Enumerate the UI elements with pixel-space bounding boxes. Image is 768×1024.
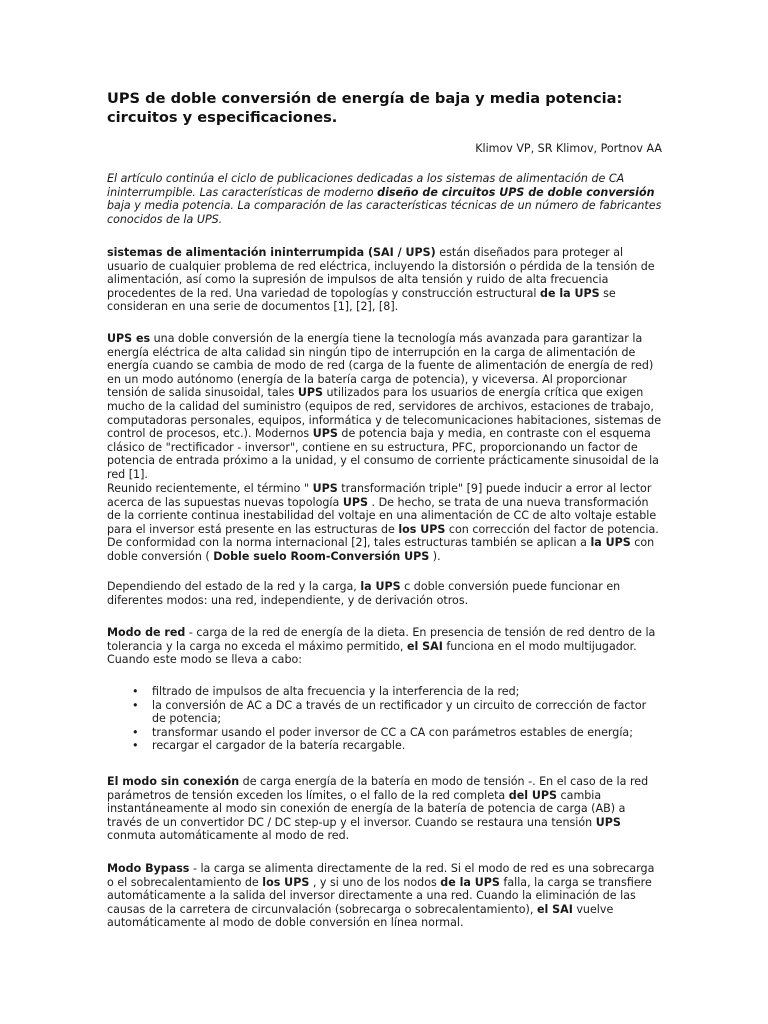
body-paragraph [107, 332, 663, 482]
paragraph-emphasis: de la UPS [440, 875, 500, 889]
paragraph-text: , y si uno de los nodos [309, 875, 441, 889]
paragraph-text: - carga de la red de energía de la dieta. En presencia de tensión de red dentro de la tolerancia y la carga no exceda el máximo permitido, [107, 626, 656, 653]
paragraph-text: c doble conversión puede funcionar en diferentes modos: una red, independiente, y de derivación otros. [107, 580, 621, 607]
paragraph-emphasis: UPS [342, 495, 368, 509]
body-paragraph [107, 626, 663, 667]
abstract-text: baja y media potencia. La comparación de las características técnicas de un número de fabricantes conocidos de la UPS. [107, 199, 662, 226]
paragraph-text: transformación triple" [9] puede inducir a error al lector acerca de las supuestas nuevas topología [107, 482, 652, 509]
document-title: UPS de doble conversión de energía de baja y media potencia: circuitos y especificaciones. [107, 90, 623, 126]
author-list: Klimov VP, SR Klimov, Portnov AA [475, 142, 662, 155]
paragraph-emphasis: los UPS [262, 875, 310, 889]
paragraph-emphasis: Modo Bypass [107, 862, 190, 875]
abstract-paragraph [107, 172, 663, 226]
list-item-text: recargar el cargador de la batería recargable. [152, 739, 406, 753]
paragraph-emphasis: la UPS [590, 536, 631, 550]
paragraph-text: con doble conversión ( [107, 536, 655, 563]
paragraph-emphasis: el SAI [406, 639, 443, 653]
paragraph-emphasis: sistemas de alimentación ininterrumpida (SAI / UPS) [107, 246, 436, 259]
paragraph-text: con corrección del factor de potencia. De conformidad con la norma internacional [2], tales estructuras también se aplican a [107, 522, 659, 550]
paragraph-text: vuelve automáticamente al modo de doble conversión en línea normal. [107, 902, 614, 930]
paragraph-text: ). [429, 549, 441, 563]
bullet-icon: • [132, 698, 139, 712]
abstract-text: El artículo continúa el ciclo de publicaciones dedicadas a los sistemas de alimentación de CA ininterrumpible. Las características de moderno [107, 172, 625, 199]
paragraph-text: una doble conversión de la energía tiene la tecnología más avanzada para garantizar la energía eléctrica de alta calidad sin ningún tipo de interrupción en la carga de alimentación de energía cuando se cambia de modo de red (carga de la fuente de alimentación de energía de red) en un modo autónomo (energía de la batería carga de potencia), y viceversa. Al proporcionar tensión de salida sinusoidal, tales [107, 332, 654, 400]
body-paragraph [107, 580, 663, 607]
body-paragraph [107, 862, 663, 930]
paragraph-emphasis: la UPS [360, 580, 401, 593]
list-item-text: la conversión de AC a DC a través de un rectificador y un circuito de corrección de factor de potencia; [152, 698, 647, 726]
paragraph-emphasis: El modo sin conexión [107, 775, 240, 788]
paragraph-text: de potencia baja y media, en contraste con el esquema clásico de "rectificador - inversor", contiene en su estructura, PFC, proporcionando un factor de potencia de entrada próximo a la unidad, y el consumo de corriente prácticamente sinusoidal de la red [1]. [107, 427, 659, 481]
paragraph-text: están diseñados para proteger al usuario de cualquier problema de red eléctrica, incluyendo la distorsión o pérdida de la tensión de alimentación, así como la supresión de impulsos de alta tensión y ruido de alta frecuencia procedentes de la red. Una variedad de topologías y construcción estructural [107, 246, 655, 300]
paragraph-text: Dependiendo del estado de la red y la carga, [107, 580, 361, 593]
paragraph-emphasis: del UPS [508, 788, 558, 802]
paragraph-text: utilizados para los usuarios de energía crítica que exigen mucho de la calidad del suministro (equipos de red, servidores de archivos, estaciones de trabajo, computadoras personales, equipos, informática y de telecomunicaciones habitaciones, sistemas de control de procesos, etc.). Modernos [107, 386, 662, 441]
list-item [107, 726, 663, 740]
bullet-icon: • [132, 739, 139, 753]
bullet-list [107, 685, 663, 753]
paragraph-emphasis: Modo de red [107, 626, 186, 639]
paragraph-emphasis: el SAI [536, 902, 573, 916]
paragraph-text: de carga energía de la batería en modo de tensión -. En el caso de la red parámetros de tensión exceden los límites, o el fallo de la red completa [107, 775, 649, 802]
list-item [107, 699, 663, 726]
list-item [107, 739, 663, 753]
paragraph-emphasis: UPS [595, 815, 621, 829]
paragraph-text: conmuta automáticamente al modo de red. [107, 829, 350, 843]
paragraph-emphasis: UPS [297, 386, 323, 400]
paragraph-text: funciona en el modo multijugador. Cuando este modo se lleva a cabo: [107, 639, 637, 667]
bullet-icon: • [132, 685, 139, 698]
bullet-icon: • [132, 725, 139, 739]
list-item-text: transformar usando el poder inversor de CC a CA con parámetros estables de energía; [152, 725, 633, 739]
body-paragraph [107, 246, 663, 314]
paragraph-text: cambia instantáneamente al modo sin conexión de energía de la batería de potencia de carga (AB) a través de un convertidor DC / DC step-up y el inversor. Cuando se restaura una tensión [107, 788, 626, 829]
paragraph-emphasis: UPS es [107, 332, 151, 345]
paragraph-text: - la carga se alimenta directamente de la red. Si el modo de red es una sobrecarga o el sobrecalentamiento de [107, 862, 655, 889]
list-item [107, 685, 663, 699]
abstract-emphasis: diseño de circuitos UPS de doble conversión [377, 185, 655, 199]
paragraph-text: se consideran en una serie de documentos [1], [2], [8]. [107, 286, 616, 314]
paragraph-emphasis: UPS [312, 482, 338, 495]
paragraph-text: Reunido recientemente, el término " [107, 482, 313, 495]
body-paragraph [107, 482, 663, 564]
paragraph-emphasis: los UPS [398, 522, 446, 536]
paragraph-text: . De hecho, se trata de una nueva transformación de la corriente continua inestabilidad del voltaje en una alimentación de CC de alto voltaje estable para el inversor está presente en las estructuras de [107, 495, 657, 536]
list-item-text: filtrado de impulsos de alta frecuencia y la interferencia de la red; [152, 685, 520, 698]
body-paragraph [107, 775, 663, 843]
paragraph-emphasis: UPS [312, 427, 338, 441]
paragraph-emphasis: de la UPS [540, 286, 600, 300]
paragraph-text: falla, la carga se transfiere automáticamente a la salida del inversor directamente a una red. Cuando la eliminación de las causas de la carretera de circunvalación (sobrecarga o sobrecalentamiento), [107, 875, 652, 916]
paragraph-emphasis: Doble suelo Room-Conversión UPS [213, 549, 430, 563]
